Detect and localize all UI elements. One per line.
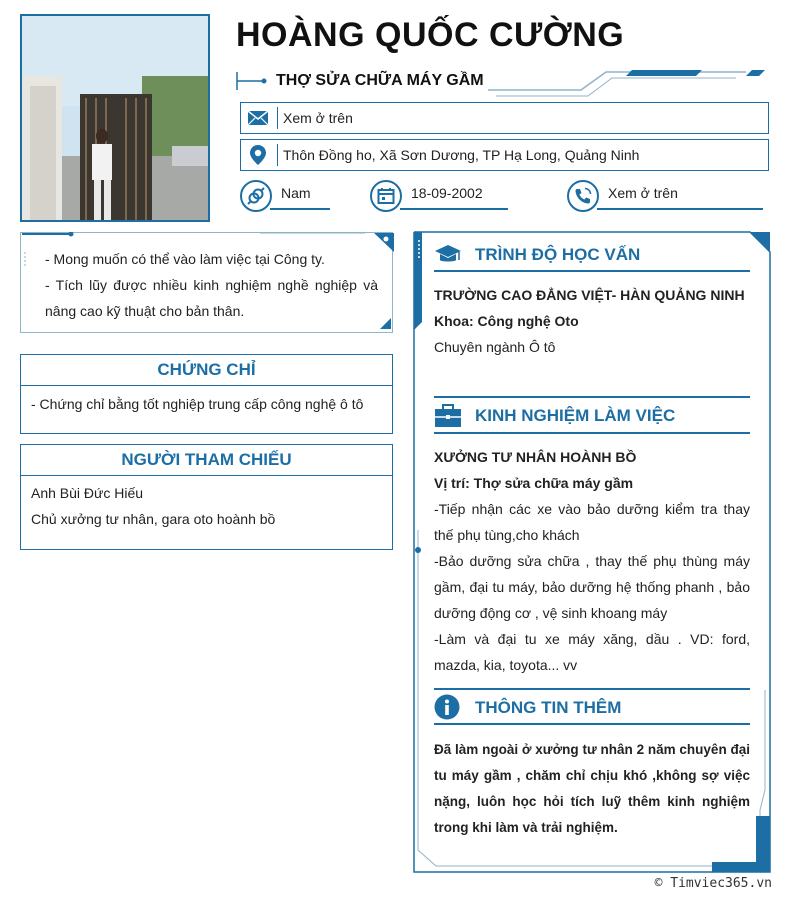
- phone-value: Xem ở trên: [608, 185, 678, 201]
- reference-name: Anh Bùi Đức Hiếu: [31, 485, 144, 501]
- certificates-title: CHỨNG CHỈ: [20, 354, 393, 386]
- experience-title: KINH NGHIỆM LÀM VIỆC: [475, 406, 676, 425]
- company-name: XƯỞNG TƯ NHÂN HOÀNH BỒ: [434, 449, 637, 465]
- certificates-body: [20, 386, 393, 434]
- objective-line-2: - Tích lũy được nhiều kinh nghiệm nghề nghiệp và nâng cao kỹ thuật cho bản thân.: [45, 277, 378, 319]
- duty-3: -Làm và đại tu xe máy xăng, dầu . VD: ford, mazda, kia, toyota... vv: [434, 631, 750, 673]
- gender-icon: [240, 180, 272, 212]
- additional-info-section: [434, 688, 750, 841]
- mail-icon: [241, 103, 275, 133]
- email-value: Xem ở trên: [283, 110, 353, 126]
- address-value: Thôn Đồng ho, Xã Sơn Dương, TP Hạ Long, Quảng Ninh: [283, 147, 640, 163]
- gender-value: Nam: [281, 185, 311, 201]
- info-icon: [434, 694, 460, 725]
- reference-section: [20, 444, 393, 550]
- duty-1: -Tiếp nhận các xe vào bảo dưỡng kiểm tra thay thế phụ tùng,cho khách: [434, 501, 750, 543]
- objective-box: [20, 232, 393, 333]
- footer-credit: © Timviec365.vn: [654, 876, 772, 891]
- duty-2: -Bảo dưỡng sửa chữa , thay thế phụ thùng máy gầm, đại tu máy, bảo dưỡng hệ thống phanh , bảo dưỡng động cơ , vệ sinh khoang máy: [434, 553, 750, 621]
- phone-icon: [567, 180, 599, 212]
- birthday-item: [370, 180, 510, 212]
- reference-body: [20, 476, 393, 550]
- calendar-icon: [370, 180, 402, 212]
- faculty: Khoa: Công nghệ Oto: [434, 313, 579, 329]
- candidate-name: HOÀNG QUỐC CƯỜNG: [236, 16, 625, 54]
- job-title: THỢ SỬA CHỮA MÁY GẦM: [276, 72, 484, 89]
- education-title: TRÌNH ĐỘ HỌC VẤN: [475, 245, 641, 264]
- experience-section: [434, 396, 750, 678]
- additional-info-text: Đã làm ngoài ở xưởng tư nhân 2 năm chuyên đại tu máy gầm , chăm chỉ chịu khó ,không sợ việc nặng, luôn học hỏi tích luỹ thêm kinh nghiệm trong khi làm và trải nghiệm.: [434, 742, 750, 835]
- email-row: [240, 102, 769, 134]
- gender-item: [240, 180, 332, 212]
- briefcase-icon: [434, 404, 462, 433]
- address-row: [240, 139, 769, 171]
- education-section: [434, 242, 750, 360]
- certificate-item: - Chứng chỉ bằng tốt nghiệp trung cấp công nghệ ô tô: [31, 396, 364, 412]
- reference-detail: Chủ xưởng tư nhân, gara oto hoành bồ: [31, 511, 276, 527]
- objective-line-1: - Mong muốn có thể vào làm việc tại Công ty.: [45, 251, 325, 267]
- profile-photo-image: [22, 16, 210, 222]
- additional-info-title: THÔNG TIN THÊM: [475, 698, 622, 717]
- certificates-section: [20, 354, 393, 434]
- school-name: TRƯỜNG CAO ĐẲNG VIỆT- HÀN QUẢNG NINH: [434, 287, 745, 303]
- phone-item: [567, 180, 767, 212]
- graduation-cap-icon: [434, 242, 462, 271]
- profile-photo: [20, 14, 210, 222]
- location-pin-icon: [241, 140, 275, 170]
- birthday-value: 18-09-2002: [411, 185, 483, 201]
- major: Chuyên ngành Ô tô: [434, 339, 556, 355]
- reference-title: NGƯỜI THAM CHIẾU: [20, 444, 393, 476]
- position: Vị trí: Thợ sửa chữa máy gầm: [434, 475, 634, 491]
